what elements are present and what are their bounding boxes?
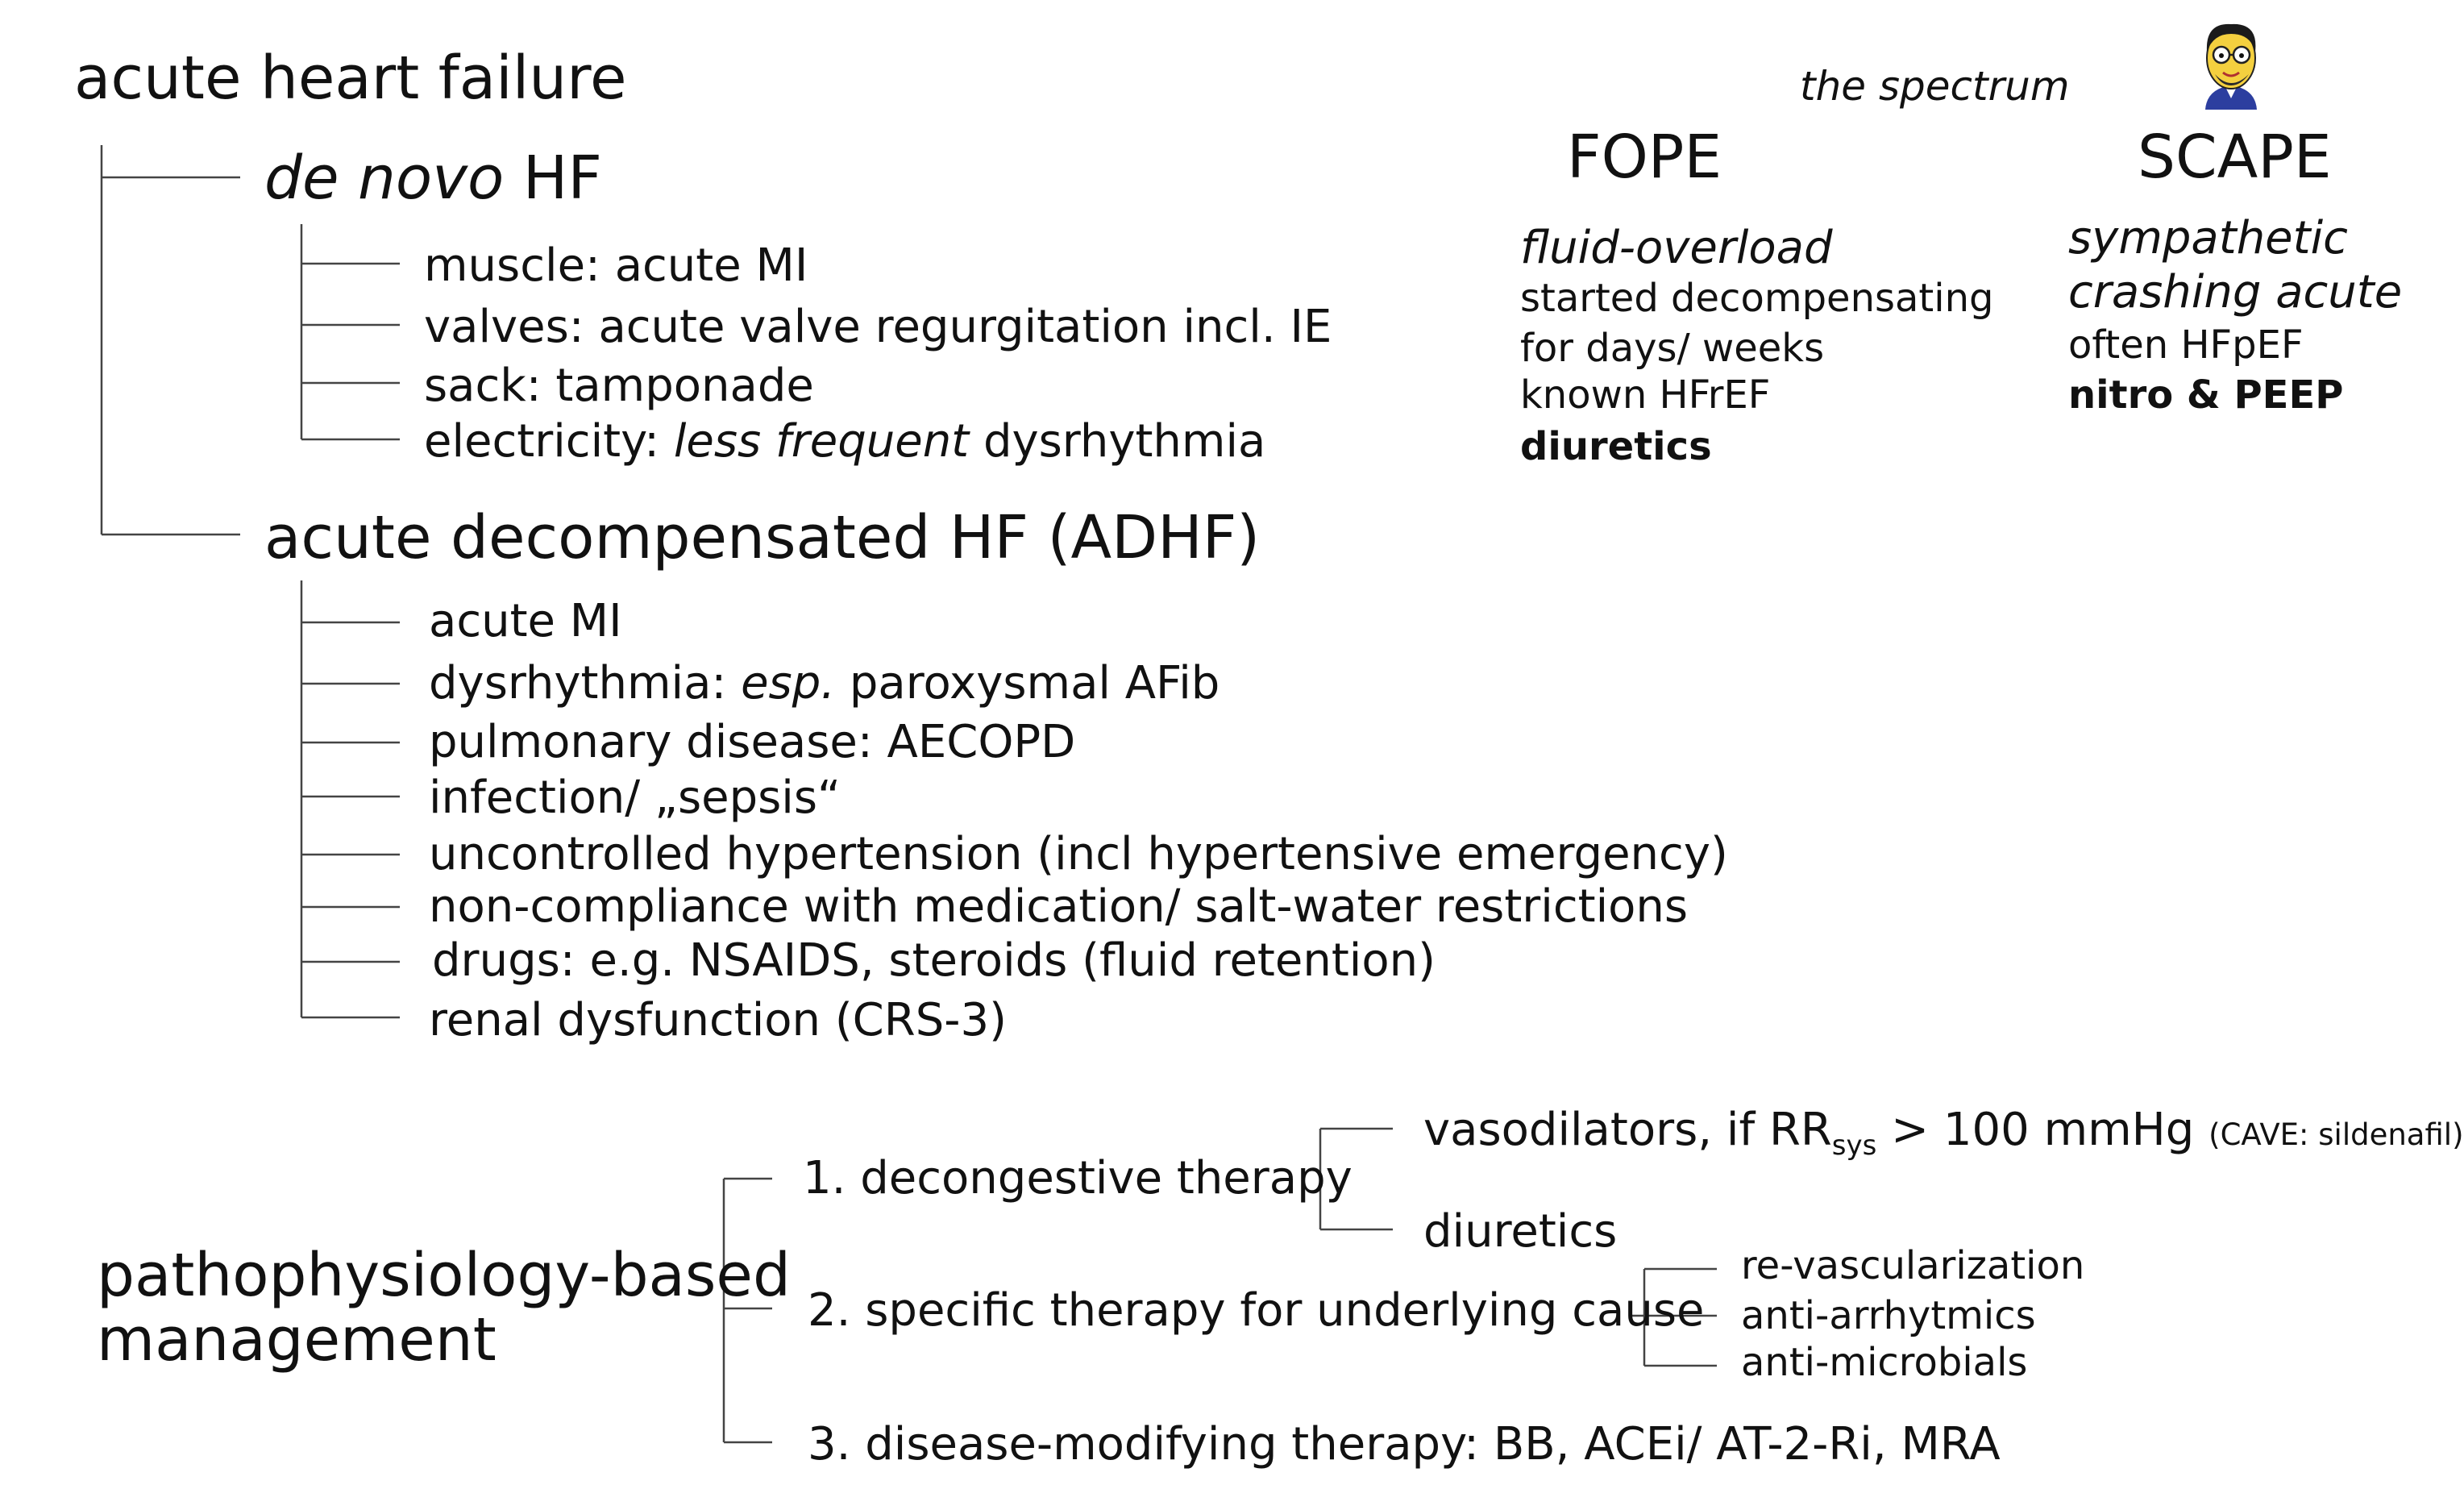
- scape-italic-0: sympathetic: [2068, 212, 2348, 264]
- vasodilators-post: > 100 mmHg: [1876, 1104, 2195, 1156]
- adhf-cause-pulmonary: pulmonary disease: AECOPD: [429, 716, 1076, 768]
- title-tree-connector: [102, 145, 240, 535]
- scape-line-0: often HFpEF: [2068, 322, 2304, 368]
- step-disease-modifying: 3. disease-modifying therapy: BB, ACEi/ AT-2-Ri, MRA: [808, 1418, 2001, 1470]
- fope-line-2: known HFrEF: [1520, 372, 1771, 418]
- management-label-line2: management: [97, 1305, 497, 1375]
- cause-muscle: muscle: acute MI: [424, 239, 808, 292]
- fope-treatment: diuretics: [1520, 424, 1712, 469]
- scape-treatment: nitro & PEEP: [2068, 372, 2344, 418]
- decongestive-diuretics: diuretics: [1423, 1205, 1618, 1258]
- fope-line-0: started decompensating: [1520, 276, 1994, 321]
- fope-italic-0: fluid-overload: [1520, 222, 1833, 274]
- adhf-cause-acute-mi: acute MI: [429, 595, 622, 647]
- de-novo-rest: HF: [504, 144, 602, 213]
- cause-valves: valves: acute valve regurgitation incl. IE: [424, 301, 1332, 353]
- adhf-cause-infection: infection/ „sepsis“: [429, 772, 841, 824]
- cause-electricity-italic: less frequent: [673, 415, 970, 468]
- step-decongestive: 1. decongestive therapy: [803, 1152, 1352, 1204]
- adhf-cause-drugs: drugs: e.g. NSAIDS, steroids (fluid retention): [432, 934, 1436, 987]
- adhf-heading: acute decompensated HF (ADHF): [264, 503, 1261, 572]
- fope-line-1: for days/ weeks: [1520, 326, 1825, 371]
- decongestive-vasodilators: [1423, 1104, 2464, 1163]
- de-novo-italic: de novo: [264, 144, 505, 213]
- adhf-cause-dysrhythmia: [429, 657, 1220, 709]
- adhf-cause-hypertension: uncontrolled hypertension (incl hypertensive emergency): [429, 828, 1728, 880]
- fope-title: FOPE: [1567, 123, 1722, 192]
- specific-antimicrobials: anti-microbials: [1741, 1340, 2028, 1385]
- adhf-dysrhythmia-pre: dysrhythmia:: [429, 657, 742, 709]
- adhf-connector: [301, 580, 400, 1017]
- spectrum-heading: the spectrum: [1800, 63, 2070, 110]
- adhf-dysrhythmia-italic: esp.: [741, 657, 836, 709]
- management-label-line1: pathophysiology-based: [97, 1241, 791, 1310]
- specific-antiarrhythmics: anti-arrhytmics: [1741, 1293, 2036, 1338]
- scape-title: SCAPE: [2138, 123, 2332, 192]
- cause-sack: sack: tamponade: [424, 360, 814, 412]
- cartoon-face-with-glasses-icon: [2191, 15, 2271, 110]
- vasodilators-pre: vasodilators, if RR: [1423, 1104, 1832, 1156]
- management-connector: [724, 1179, 772, 1442]
- cause-electricity: [424, 415, 1266, 468]
- page-title: acute heart failure: [74, 44, 627, 113]
- step-specific-therapy: 2. specific therapy for underlying cause: [808, 1284, 1705, 1337]
- de-novo-heading: [264, 144, 602, 213]
- adhf-cause-renal: renal dysfunction (CRS-3): [429, 994, 1007, 1046]
- scape-italic-1: crashing acute: [2068, 266, 2403, 318]
- de-novo-connector: [301, 224, 400, 439]
- specific-revascularization: re-vascularization: [1741, 1243, 2085, 1288]
- adhf-cause-non-compliance: non-compliance with medication/ salt-water restrictions: [429, 880, 1689, 933]
- cause-electricity-post: dysrhythmia: [969, 415, 1266, 468]
- vasodilators-subscript: sys: [1831, 1129, 1877, 1163]
- vasodilators-note: (CAVE: sildenafil): [2208, 1117, 2464, 1152]
- adhf-dysrhythmia-post: paroxysmal AFib: [835, 657, 1220, 709]
- cause-electricity-pre: electricity:: [424, 415, 674, 468]
